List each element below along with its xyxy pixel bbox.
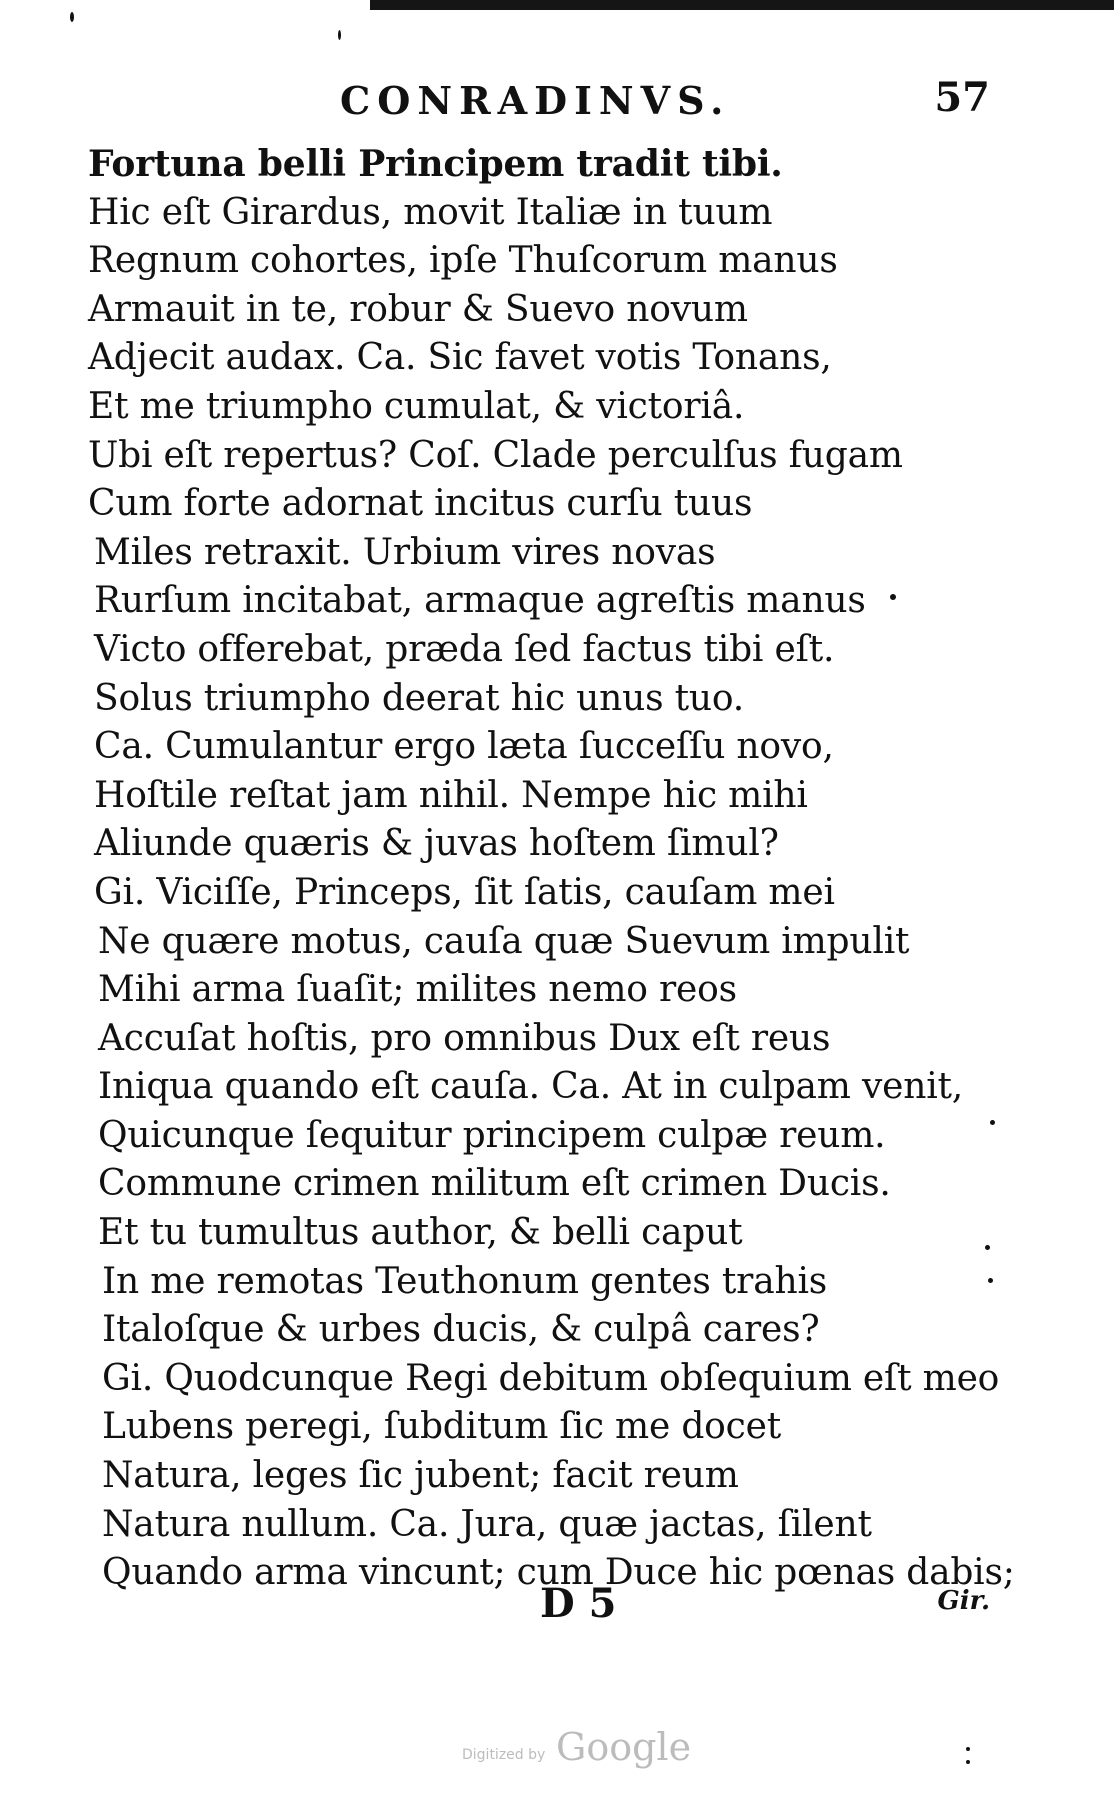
- running-head: CONRADINVS.: [340, 78, 731, 123]
- ink-speck: [990, 1120, 995, 1125]
- verse-line: Quicunque ſequitur principem culpæ reum.: [98, 1114, 886, 1156]
- ink-speck: [985, 1245, 990, 1250]
- ink-speck: [966, 1747, 970, 1751]
- ink-speck: [966, 1760, 970, 1764]
- catchword: Gir.: [937, 1586, 990, 1616]
- verse-text: [88, 140, 1018, 1598]
- top-border-rule: [370, 0, 1114, 10]
- verse-line: Solus triumpho deerat hic unus tuo.: [94, 677, 744, 719]
- verse-line: Et me triumpho cumulat, & victoriâ.: [88, 385, 745, 427]
- page-header: [290, 74, 990, 128]
- verse-line: Fortuna belli Principem tradit tibi.: [88, 143, 783, 185]
- ink-speck: [70, 12, 74, 22]
- verse-line: Hoſtile reſtat jam nihil. Nempe hic mihi: [94, 774, 808, 816]
- verse-line: Iniqua quando eſt cauſa. Ca. At in culpam venit,: [98, 1066, 964, 1108]
- verse-line: Quando arma vincunt; cum Duce hic pœnas dabis;: [102, 1552, 1015, 1594]
- verse-line: Gi. Quodcunque Regi debitum obſequium eſt meo: [102, 1357, 1000, 1399]
- verse-line: Victo offerebat, præda ſed factus tibi eſt.: [94, 628, 835, 670]
- verse-line: Regnum cohortes, ipſe Thuſcorum manus: [88, 240, 838, 282]
- ink-speck: [988, 1278, 993, 1283]
- verse-line: In me remotas Teuthonum gentes trahis: [102, 1260, 828, 1302]
- verse-line: Rurſum incitabat, armaque agreſtis manus: [94, 580, 866, 622]
- verse-line: Cum forte adornat incitus curſu tuus: [88, 483, 753, 525]
- verse-line: Italoſque & urbes ducis, & culpâ cares?: [102, 1309, 820, 1351]
- verse-line: Natura, leges ſic jubent; facit reum: [102, 1455, 739, 1497]
- page-footer: [0, 1580, 1114, 1640]
- verse-line: Natura nullum. Ca. Jura, quæ jactas, ſilent: [102, 1503, 872, 1545]
- verse-line: Miles retraxit. Urbium vires novas: [94, 531, 716, 573]
- verse-line: Mihi arma ſuaſit; milites nemo reos: [98, 969, 737, 1011]
- verse-line: Ca. Cumulantur ergo læta ſucceſſu novo,: [94, 726, 834, 768]
- verse-line: Lubens peregi, ſubditum ſic me docet: [102, 1406, 781, 1448]
- verse-line: Gi. Viciſſe, Princeps, ſit ſatis, cauſam mei: [94, 871, 835, 913]
- verse-line: Armauit in te, robur & Suevo novum: [88, 288, 748, 330]
- verse-line: Hic eſt Girardus, movit Italiæ in tuum: [88, 191, 773, 233]
- page-number: 57: [934, 74, 990, 121]
- digitization-watermark: [462, 1725, 702, 1775]
- watermark-caption: Digitized by: [462, 1747, 546, 1763]
- verse-line: Accuſat hoſtis, pro omnibus Dux eſt reus: [98, 1017, 831, 1059]
- verse-line: Adjecit audax. Ca. Sic favet votis Tonans,: [88, 337, 832, 379]
- verse-line: Aliunde quæris & juvas hoſtem ſimul?: [94, 823, 779, 865]
- verse-line: Commune crimen militum eſt crimen Ducis.: [98, 1163, 891, 1205]
- signature-mark: D 5: [540, 1580, 617, 1627]
- verse-line: Ne quære motus, cauſa quæ Suevum impulit: [98, 920, 910, 962]
- ink-speck: [338, 30, 341, 40]
- verse-line: Et tu tumultus author, & belli caput: [98, 1212, 743, 1254]
- ink-speck: [890, 594, 896, 600]
- google-logo: Google: [556, 1725, 692, 1769]
- verse-line: Ubi eſt repertus? Coſ. Clade perculſus fugam: [88, 434, 903, 476]
